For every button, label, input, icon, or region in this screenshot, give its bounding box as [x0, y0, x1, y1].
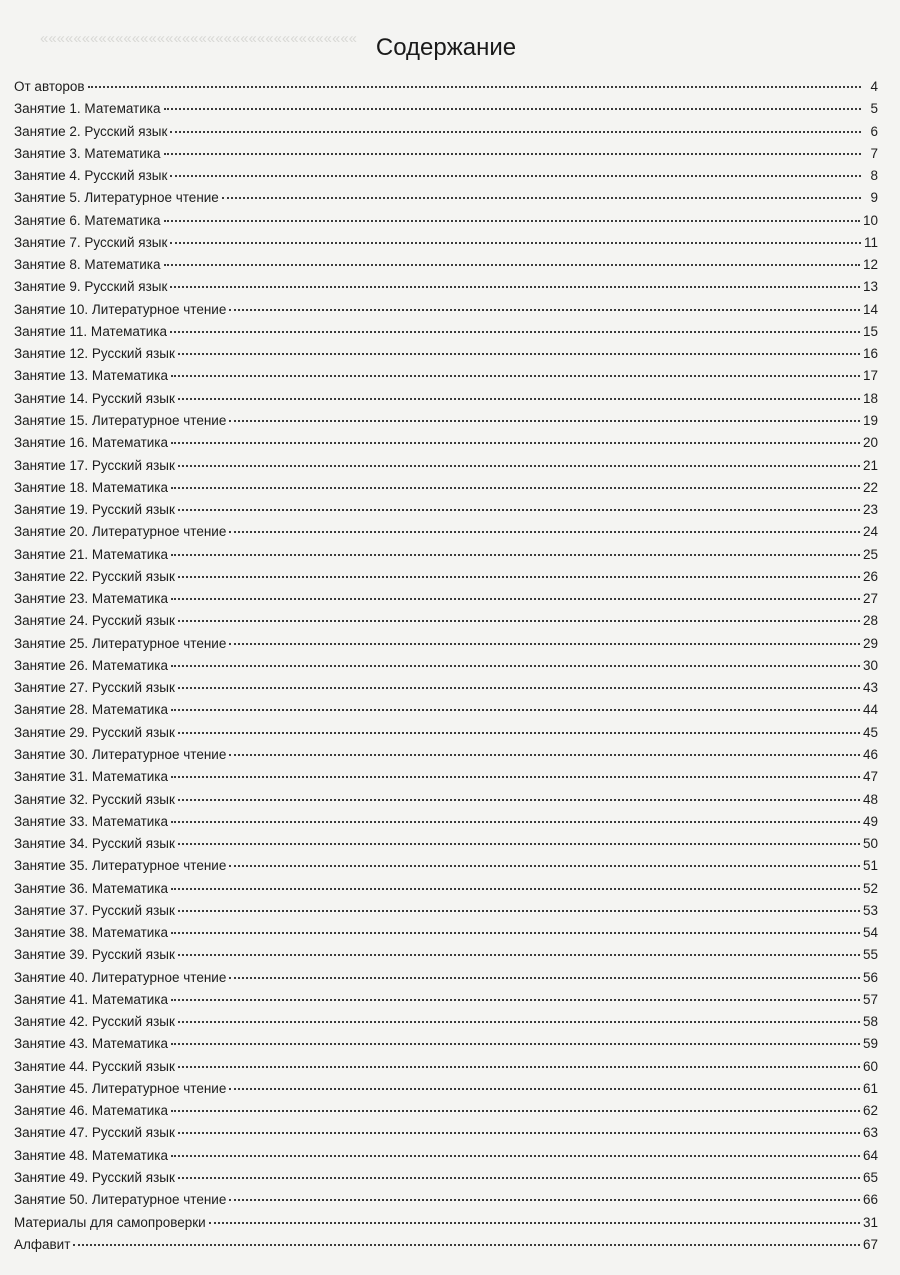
- toc-entry[interactable]: [14, 521, 878, 543]
- toc-entry-label: Занятие 20. Литературное чтение: [14, 524, 227, 540]
- toc-entry-label: Занятие 36. Математика: [14, 880, 169, 896]
- toc-entry-page-number: 30: [862, 657, 878, 673]
- toc-entry-label: Занятие 5. Литературное чтение: [14, 190, 219, 206]
- toc-entry-label: Занятие 34. Русский язык: [14, 836, 175, 852]
- toc-entry[interactable]: [14, 477, 878, 499]
- toc-entry-page-number: 46: [862, 746, 878, 762]
- toc-entry[interactable]: [14, 855, 878, 877]
- toc-entry[interactable]: [14, 254, 878, 276]
- toc-entry-label: Занятие 41. Математика: [14, 991, 169, 1007]
- toc-entry-page-number: 66: [862, 1192, 878, 1208]
- toc-entry-page-number: 51: [862, 858, 878, 874]
- dot-leader: [171, 999, 860, 1001]
- dot-leader: [171, 1043, 860, 1045]
- dot-leader: [171, 709, 860, 711]
- toc-entry[interactable]: [14, 722, 878, 744]
- dot-leader: [164, 220, 860, 222]
- toc-entry[interactable]: [14, 1234, 878, 1256]
- toc-entry-page-number: 64: [862, 1147, 878, 1163]
- toc-entry-page-number: 25: [862, 546, 878, 562]
- toc-entry-page-number: 44: [862, 702, 878, 718]
- dot-leader: [229, 309, 860, 311]
- toc-entry-label: Занятие 37. Русский язык: [14, 902, 175, 918]
- toc-entry-page-number: 11: [863, 234, 878, 250]
- toc-entry[interactable]: [14, 121, 878, 143]
- toc-entry-page-number: 13: [862, 279, 878, 295]
- toc-entry[interactable]: [14, 165, 878, 187]
- toc-entry-label: Занятие 40. Литературное чтение: [14, 969, 227, 985]
- dot-leader: [178, 465, 860, 467]
- dot-leader: [171, 375, 860, 377]
- toc-entry-page-number: 55: [862, 947, 878, 963]
- dot-leader: [171, 821, 860, 823]
- toc-entry-label: Занятие 16. Математика: [14, 435, 169, 451]
- toc-entry[interactable]: [14, 655, 878, 677]
- dot-leader: [171, 665, 860, 667]
- toc-entry-page-number: 57: [862, 991, 878, 1007]
- toc-entry-page-number: 47: [862, 769, 878, 785]
- dot-leader: [178, 1132, 860, 1134]
- toc-entry[interactable]: [14, 365, 878, 387]
- dot-leader: [171, 776, 860, 778]
- toc-entry-page-number: 4: [870, 79, 878, 94]
- dot-leader: [209, 1222, 860, 1224]
- toc-entry[interactable]: [14, 1212, 878, 1234]
- toc-entry-page-number: 18: [862, 390, 878, 406]
- toc-entry-label: Занятие 11. Математика: [14, 323, 168, 339]
- toc-entry[interactable]: [14, 143, 878, 165]
- toc-entry-label: Занятие 9. Русский язык: [14, 279, 168, 295]
- toc-entry-label: Занятие 21. Математика: [14, 546, 169, 562]
- toc-entry-label: Занятие 6. Математика: [14, 212, 161, 228]
- toc-entry[interactable]: [14, 499, 878, 521]
- toc-entry[interactable]: [14, 610, 878, 632]
- toc-entry-page-number: 58: [862, 1014, 878, 1030]
- toc-entry-label: Занятие 42. Русский язык: [14, 1014, 175, 1030]
- toc-entry[interactable]: [14, 989, 878, 1011]
- toc-entry-label: Занятие 27. Русский язык: [14, 680, 175, 696]
- toc-entry[interactable]: [14, 1167, 878, 1189]
- dot-leader: [171, 442, 860, 444]
- bleed-through-text: ««««««««««««««««««««««««««««««««««««««: [40, 30, 358, 47]
- dot-leader: [170, 175, 861, 177]
- toc-entry[interactable]: [14, 566, 878, 588]
- toc-entry[interactable]: [14, 1011, 878, 1033]
- dot-leader: [229, 643, 860, 645]
- toc-entry-label: Занятие 7. Русский язык: [14, 234, 168, 250]
- toc-entry-page-number: 5: [870, 101, 878, 117]
- toc-entry-page-number: 28: [862, 613, 878, 629]
- toc-entry-page-number: 9: [870, 190, 878, 206]
- toc-entry-page-number: 31: [862, 1214, 878, 1230]
- toc-entry-label: Занятие 32. Русский язык: [14, 791, 175, 807]
- dot-leader: [178, 620, 860, 622]
- toc-entry-label: Занятие 22. Русский язык: [14, 568, 175, 584]
- toc-entry[interactable]: [14, 1122, 878, 1144]
- toc-entry-page-number: 15: [862, 323, 878, 339]
- toc-entry-page-number: 65: [862, 1170, 878, 1186]
- toc-entry[interactable]: [14, 1189, 878, 1211]
- toc-entry[interactable]: [14, 1056, 878, 1078]
- toc-entry-label: Занятие 23. Математика: [14, 591, 169, 607]
- toc-entry-page-number: 49: [862, 813, 878, 829]
- toc-entry-label: Занятие 30. Литературное чтение: [14, 746, 227, 762]
- toc-entry-label: Занятие 13. Математика: [14, 368, 169, 384]
- toc-entry-page-number: 59: [862, 1036, 878, 1052]
- dot-leader: [171, 598, 860, 600]
- toc-entry[interactable]: [14, 588, 878, 610]
- dot-leader: [229, 1199, 860, 1201]
- dot-leader: [170, 331, 860, 333]
- toc-entry-page-number: 45: [862, 724, 878, 740]
- toc-entry-page-number: 54: [862, 925, 878, 941]
- toc-entry[interactable]: [14, 1145, 878, 1167]
- dot-leader: [178, 732, 860, 734]
- dot-leader: [229, 1088, 860, 1090]
- toc-entry-label: Занятие 46. Математика: [14, 1103, 169, 1119]
- dot-leader: [171, 888, 860, 890]
- dot-leader: [222, 197, 861, 199]
- dot-leader: [178, 954, 860, 956]
- toc-entry-label: Занятие 43. Математика: [14, 1036, 169, 1052]
- toc-entry-label: Материалы для самопроверки: [14, 1214, 206, 1230]
- dot-leader: [229, 754, 860, 756]
- toc-entry-page-number: 48: [862, 791, 878, 807]
- toc-entry-page-number: 19: [862, 412, 878, 428]
- dot-leader: [88, 86, 861, 88]
- toc-entry-page-number: 53: [862, 902, 878, 918]
- toc-entry-label: Занятие 26. Математика: [14, 657, 169, 673]
- toc-entry[interactable]: [14, 410, 878, 432]
- toc-entry-label: Занятие 1. Математика: [14, 101, 161, 117]
- dot-leader: [178, 353, 860, 355]
- toc-entry-page-number: 7: [870, 145, 878, 161]
- dot-leader: [178, 687, 860, 689]
- toc-entry[interactable]: [14, 944, 878, 966]
- dot-leader: [229, 420, 860, 422]
- page-title: Содержание: [375, 34, 517, 61]
- toc-entry[interactable]: [14, 232, 878, 254]
- toc-entry-page-number: 67: [862, 1236, 878, 1252]
- toc-entry[interactable]: [14, 1100, 878, 1122]
- toc-entry-label: Занятие 18. Математика: [14, 479, 169, 495]
- toc-entry-label: Занятие 35. Литературное чтение: [14, 858, 227, 874]
- toc-entry-label: Занятие 48. Математика: [14, 1147, 169, 1163]
- toc-entry-page-number: 8: [870, 168, 878, 184]
- toc-entry-page-number: 63: [862, 1125, 878, 1141]
- toc-entry[interactable]: [14, 789, 878, 811]
- toc-entry-label: Занятие 50. Литературное чтение: [14, 1192, 227, 1208]
- toc-entry[interactable]: [14, 766, 878, 788]
- toc-entry-label: От авторов: [14, 79, 85, 94]
- toc-entry-label: Занятие 19. Русский язык: [14, 502, 175, 518]
- toc-entry[interactable]: [14, 210, 878, 232]
- toc-entry[interactable]: [14, 187, 878, 209]
- toc-entry-page-number: 14: [862, 301, 878, 317]
- dot-leader: [171, 1155, 860, 1157]
- toc-entry-label: Занятие 44. Русский язык: [14, 1058, 175, 1074]
- toc-entry-label: Занятие 4. Русский язык: [14, 168, 168, 184]
- dot-leader: [170, 131, 861, 133]
- toc-entry-label: Занятие 8. Математика: [14, 257, 161, 273]
- toc-entry[interactable]: [14, 1033, 878, 1055]
- dot-leader: [171, 554, 860, 556]
- toc-entry-label: Занятие 25. Литературное чтение: [14, 635, 227, 651]
- toc-entry[interactable]: [14, 633, 878, 655]
- toc-entry-label: Занятие 2. Русский язык: [14, 123, 168, 139]
- toc-entry-page-number: 23: [862, 502, 878, 518]
- toc-entry-page-number: 29: [862, 635, 878, 651]
- toc-entry[interactable]: [14, 1078, 878, 1100]
- dot-leader: [170, 242, 861, 244]
- toc-entry-label: Занятие 12. Русский язык: [14, 346, 175, 362]
- toc-entry-label: Занятие 45. Литературное чтение: [14, 1080, 227, 1096]
- dot-leader: [171, 487, 860, 489]
- dot-leader: [178, 910, 860, 912]
- dot-leader: [170, 286, 860, 288]
- toc-entry[interactable]: [14, 699, 878, 721]
- toc-entry-page-number: 22: [862, 479, 878, 495]
- toc-entry-label: Занятие 15. Литературное чтение: [14, 412, 227, 428]
- toc-entry[interactable]: [14, 276, 878, 298]
- toc-entry[interactable]: [14, 98, 878, 120]
- toc-entry-label: Занятие 24. Русский язык: [14, 613, 175, 629]
- toc-entry-page-number: 12: [862, 257, 878, 273]
- toc-entry-label: Занятие 3. Математика: [14, 145, 161, 161]
- toc-entry-page-number: 16: [862, 346, 878, 362]
- toc-entry-page-number: 27: [862, 591, 878, 607]
- toc-entry-label: Занятие 47. Русский язык: [14, 1125, 175, 1141]
- toc-list: [14, 76, 878, 1256]
- toc-entry-page-number: 10: [862, 212, 878, 228]
- dot-leader: [178, 1021, 860, 1023]
- toc-entry[interactable]: [14, 811, 878, 833]
- dot-leader: [178, 1177, 860, 1179]
- dot-leader: [73, 1244, 860, 1246]
- toc-entry[interactable]: [14, 677, 878, 699]
- toc-entry-page-number: 50: [862, 836, 878, 852]
- dot-leader: [229, 977, 860, 979]
- toc-entry-page-number: 26: [862, 568, 878, 584]
- dot-leader: [178, 843, 860, 845]
- toc-entry[interactable]: [14, 967, 878, 989]
- toc-entry[interactable]: [14, 299, 878, 321]
- toc-entry-page-number: 17: [862, 368, 878, 384]
- toc-entry[interactable]: [14, 900, 878, 922]
- toc-entry[interactable]: [14, 744, 878, 766]
- dot-leader: [171, 1110, 860, 1112]
- toc-entry-page-number: 6: [870, 123, 878, 139]
- toc-entry[interactable]: [14, 544, 878, 566]
- dot-leader: [164, 264, 860, 266]
- toc-entry-label: Занятие 31. Математика: [14, 769, 169, 785]
- toc-entry[interactable]: [14, 321, 878, 343]
- toc-entry-page-number: 43: [862, 680, 878, 696]
- toc-entry[interactable]: [14, 455, 878, 477]
- toc-entry-page-number: 21: [862, 457, 878, 473]
- toc-entry-page-number: 61: [862, 1080, 878, 1096]
- dot-leader: [164, 108, 862, 110]
- toc-entry-page-number: 62: [862, 1103, 878, 1119]
- toc-entry-label: Занятие 38. Математика: [14, 925, 169, 941]
- dot-leader: [178, 576, 860, 578]
- toc-entry[interactable]: [14, 833, 878, 855]
- toc-entry[interactable]: [14, 76, 878, 98]
- toc-entry-page-number: 60: [862, 1058, 878, 1074]
- toc-entry-label: Занятие 39. Русский язык: [14, 947, 175, 963]
- toc-entry[interactable]: [14, 878, 878, 900]
- toc-entry-label: Занятие 29. Русский язык: [14, 724, 175, 740]
- dot-leader: [164, 153, 862, 155]
- toc-entry[interactable]: [14, 432, 878, 454]
- toc-entry-label: Занятие 14. Русский язык: [14, 390, 175, 406]
- dot-leader: [178, 398, 860, 400]
- toc-entry-page-number: 52: [862, 880, 878, 896]
- dot-leader: [178, 1066, 860, 1068]
- toc-entry-page-number: 56: [862, 969, 878, 985]
- toc-entry-label: Занятие 33. Математика: [14, 813, 169, 829]
- toc-entry-label: Занятие 49. Русский язык: [14, 1170, 175, 1186]
- toc-entry[interactable]: [14, 922, 878, 944]
- dot-leader: [171, 932, 860, 934]
- toc-entry-page-number: 20: [862, 435, 878, 451]
- toc-entry-page-number: 24: [862, 524, 878, 540]
- dot-leader: [229, 865, 860, 867]
- toc-entry[interactable]: [14, 343, 878, 365]
- dot-leader: [178, 509, 860, 511]
- dot-leader: [229, 531, 860, 533]
- toc-entry-label: Занятие 17. Русский язык: [14, 457, 175, 473]
- toc-entry-label: Алфавит: [14, 1236, 71, 1252]
- dot-leader: [178, 799, 860, 801]
- toc-entry-label: Занятие 28. Математика: [14, 702, 169, 718]
- toc-entry[interactable]: [14, 388, 878, 410]
- toc-entry-label: Занятие 10. Литературное чтение: [14, 301, 227, 317]
